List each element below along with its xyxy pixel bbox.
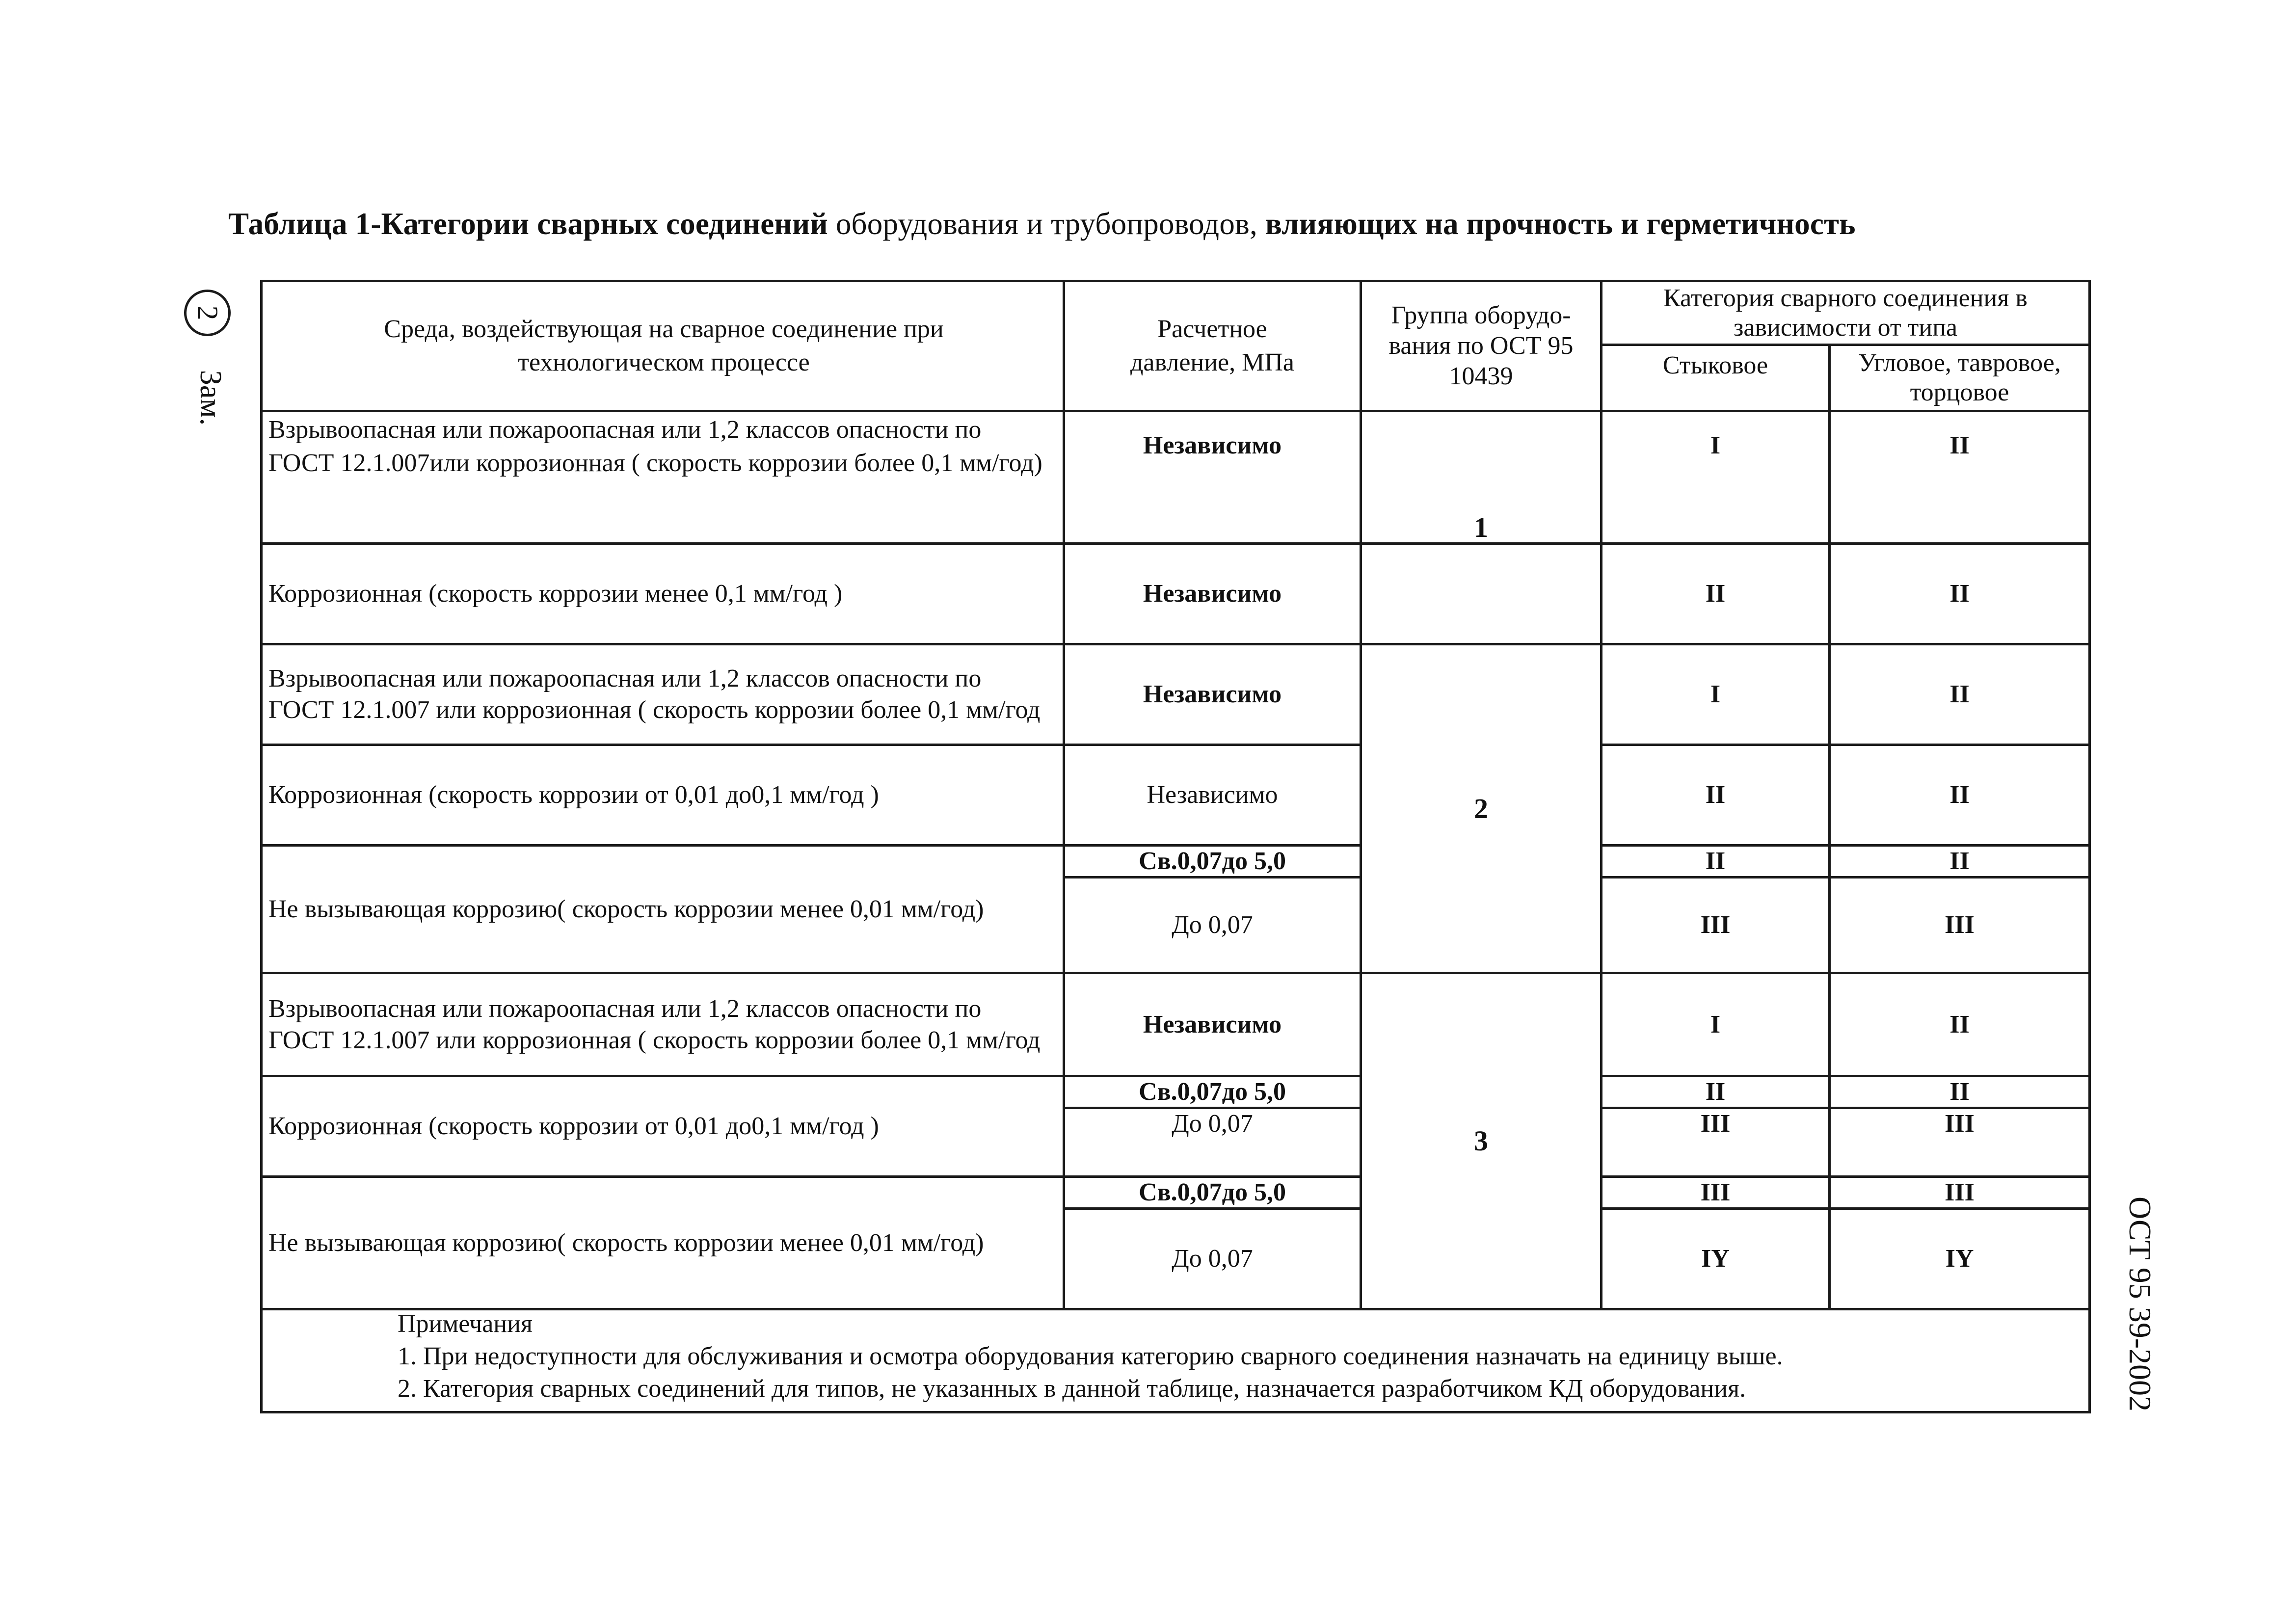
row-7-butt-a: II: [1705, 1078, 1726, 1106]
row-5-butt-a: II: [1705, 847, 1726, 875]
row-5-corner-a: II: [1949, 847, 1970, 875]
row-7-medium: Коррозионная (скорость коррозии от 0,01 до0,1 мм/год ): [268, 1112, 879, 1140]
header-medium: Среда, воздействующая на сварное соединение при технологическом процессе: [384, 315, 944, 376]
row-1-corner: II: [1949, 431, 1970, 459]
group-1: 1: [1474, 511, 1488, 543]
change-number: 2: [191, 305, 224, 320]
row-2-pressure: Независимо: [1143, 580, 1282, 608]
change-mark: [177, 282, 245, 429]
row-5-corner-b: III: [1945, 911, 1975, 939]
row-8-butt-a: III: [1700, 1178, 1731, 1206]
row-5-butt-b: III: [1700, 911, 1731, 939]
header-butt: Стыковое: [1662, 351, 1768, 379]
row-8-medium: Не вызывающая коррозию( скорость коррозии менее 0,01 мм/год): [268, 1228, 984, 1257]
row-5-pressure-a: Св.0,07до 5,0: [1139, 847, 1286, 875]
header-pressure: Расчетное давление, МПа: [1130, 315, 1295, 376]
categories-table: [260, 280, 2091, 1413]
row-3-medium: Взрывоопасная или пожароопасная или 1,2 классов опасности по ГОСТ 12.1.007 или коррозионная ( скорость коррозии более 0,1 мм/год: [268, 665, 1041, 724]
row-8-pressure-b: До 0,07: [1172, 1245, 1253, 1273]
change-number-circle: [184, 290, 231, 336]
zam-label: Зам.: [194, 370, 228, 426]
row-2-medium: Коррозионная (скорость коррозии менее 0,1 мм/год ): [268, 580, 843, 608]
header-category: Категория сварного соединения в зависимости от типа: [1663, 284, 2028, 342]
grid-line: [260, 1411, 2091, 1413]
row-7-corner-a: II: [1949, 1078, 1970, 1106]
row-1-pressure: Независимо: [1143, 431, 1282, 459]
row-8-corner-b: IY: [1945, 1245, 1974, 1273]
row-3-corner: II: [1949, 680, 1970, 708]
row-8-pressure-a: Св.0,07до 5,0: [1139, 1178, 1286, 1206]
table-title: [228, 206, 2059, 242]
row-5-pressure-b: До 0,07: [1172, 911, 1253, 939]
row-4-corner: II: [1949, 781, 1970, 809]
row-1-butt: I: [1710, 431, 1721, 459]
notes-block: [398, 1308, 1783, 1405]
note-1: 1. При недоступности для обслуживания и осмотра оборудования категорию сварного соединения назначать на единицу выше.: [398, 1342, 1783, 1370]
row-2-corner: II: [1949, 580, 1970, 608]
row-6-butt: I: [1710, 1010, 1721, 1038]
row-5-medium: Не вызывающая коррозию( скорость коррозии менее 0,01 мм/год): [268, 895, 984, 923]
row-8-butt-b: IY: [1701, 1245, 1730, 1273]
title-part-1: Таблица 1-Категории сварных соединений: [228, 207, 828, 241]
row-4-butt: II: [1705, 781, 1726, 809]
group-2: 2: [1474, 792, 1488, 825]
row-4-medium: Коррозионная (скорость коррозии от 0,01 до0,1 мм/год ): [268, 781, 879, 809]
row-6-medium: Взрывоопасная или пожароопасная или 1,2 классов опасности по ГОСТ 12.1.007 или коррозионная ( скорость коррозии более 0,1 мм/год: [268, 994, 1041, 1054]
title-part-3: влияющих на прочность и герметичность: [1257, 207, 1856, 241]
note-2: 2. Категория сварных соединений для типов, не указанных в данной таблице, назначается разработчиком КД оборудования.: [398, 1375, 1746, 1403]
row-3-butt: I: [1710, 680, 1721, 708]
row-2-butt: II: [1705, 580, 1726, 608]
row-3-pressure: Независимо: [1143, 680, 1282, 708]
document-code-margin: [2101, 1173, 2164, 1428]
row-8-corner-a: III: [1945, 1178, 1975, 1206]
row-7-butt-b: III: [1700, 1110, 1731, 1138]
notes-heading: Примечания: [398, 1310, 533, 1338]
row-6-corner: II: [1949, 1010, 1970, 1038]
row-1-medium: Взрывоопасная или пожароопасная или 1,2 классов опасности по ГОСТ 12.1.007или коррозионная ( скорость коррозии более 0,1 мм/год): [268, 416, 1042, 477]
document-code: ОСТ 95 39-2002: [2123, 1196, 2158, 1412]
row-7-pressure-a: Св.0,07до 5,0: [1139, 1078, 1286, 1106]
header-corner: Угловое, тавровое, торцовое: [1858, 349, 2061, 406]
group-3: 3: [1474, 1125, 1488, 1157]
row-7-corner-b: III: [1945, 1110, 1975, 1138]
title-part-2: оборудования и трубопроводов,: [828, 207, 1257, 241]
row-6-pressure: Независимо: [1143, 1010, 1282, 1038]
grid-line: [2088, 280, 2091, 1413]
row-4-pressure: Независимо: [1147, 781, 1278, 809]
row-7-pressure-b: До 0,07: [1172, 1110, 1253, 1138]
header-group: Группа оборудо-вания по ОСТ 95 10439: [1388, 301, 1574, 390]
